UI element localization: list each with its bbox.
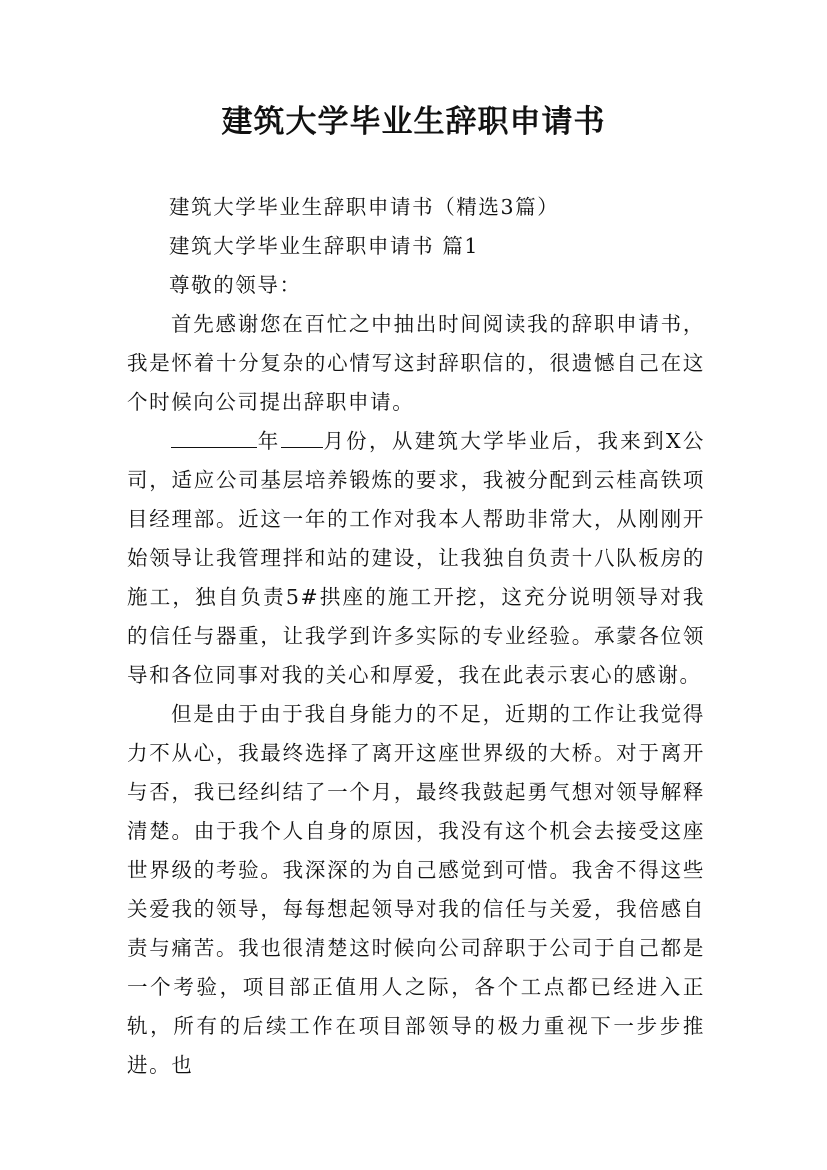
section-heading: 建筑大学毕业生辞职申请书 篇1: [169, 234, 480, 258]
paragraph-2: [127, 422, 705, 695]
salutation: 尊敬的领导：: [169, 273, 302, 297]
year-suffix: 年: [257, 429, 281, 453]
document-body: [127, 188, 705, 1085]
subtitle-line: 建筑大学毕业生辞职申请书（精选3篇）: [169, 195, 560, 219]
paragraph-3: 但是由于由于我自身能力的不足，近期的工作让我觉得力不从心，我最终选择了离开这座世界级的大桥。对于离开与否，我已经纠结了一个月，最终我鼓起勇气想对领导解释清楚。由于我个人自身的原因，我没有这个机会去接受这座世界级的考验。我深深的为自己感觉到可惜。我舍不得这些关爱我的领导，每每想起领导对我的信任与关爱，我倍感自责与痛苦。我也很清楚这时候向公司辞职于公司于自己都是一个考验，项目部正值用人之际，各个工点都已经进入正轨，所有的后续工作在项目部领导的极力重视下一步步推进。也: [127, 702, 705, 1077]
month-blank: [281, 427, 323, 448]
year-blank: [171, 427, 257, 448]
document-title: 建筑大学毕业生辞职申请书: [221, 104, 606, 140]
paragraph-1: 首先感谢您在百忙之中抽出时间阅读我的辞职申请书，我是怀着十分复杂的心情写这封辞职信的，很遗憾自己在这个时候向公司提出辞职申请。: [127, 312, 705, 414]
paragraph-2-text: 月份，从建筑大学毕业后，我来到X公司，适应公司基层培养锻炼的要求，我被分配到云桂高铁项目经理部。近这一年的工作对我本人帮助非常大，从刚刚开始领导让我管理拌和站的建设，让我独自负责十八队板房的施工，独自负责5#拱座的施工开挖，这充分说明领导对我的信任与器重，让我学到许多实际的专业经验。承蒙各位领导和各位同事对我的关心和厚爱，我在此表示衷心的感谢。: [127, 429, 705, 687]
